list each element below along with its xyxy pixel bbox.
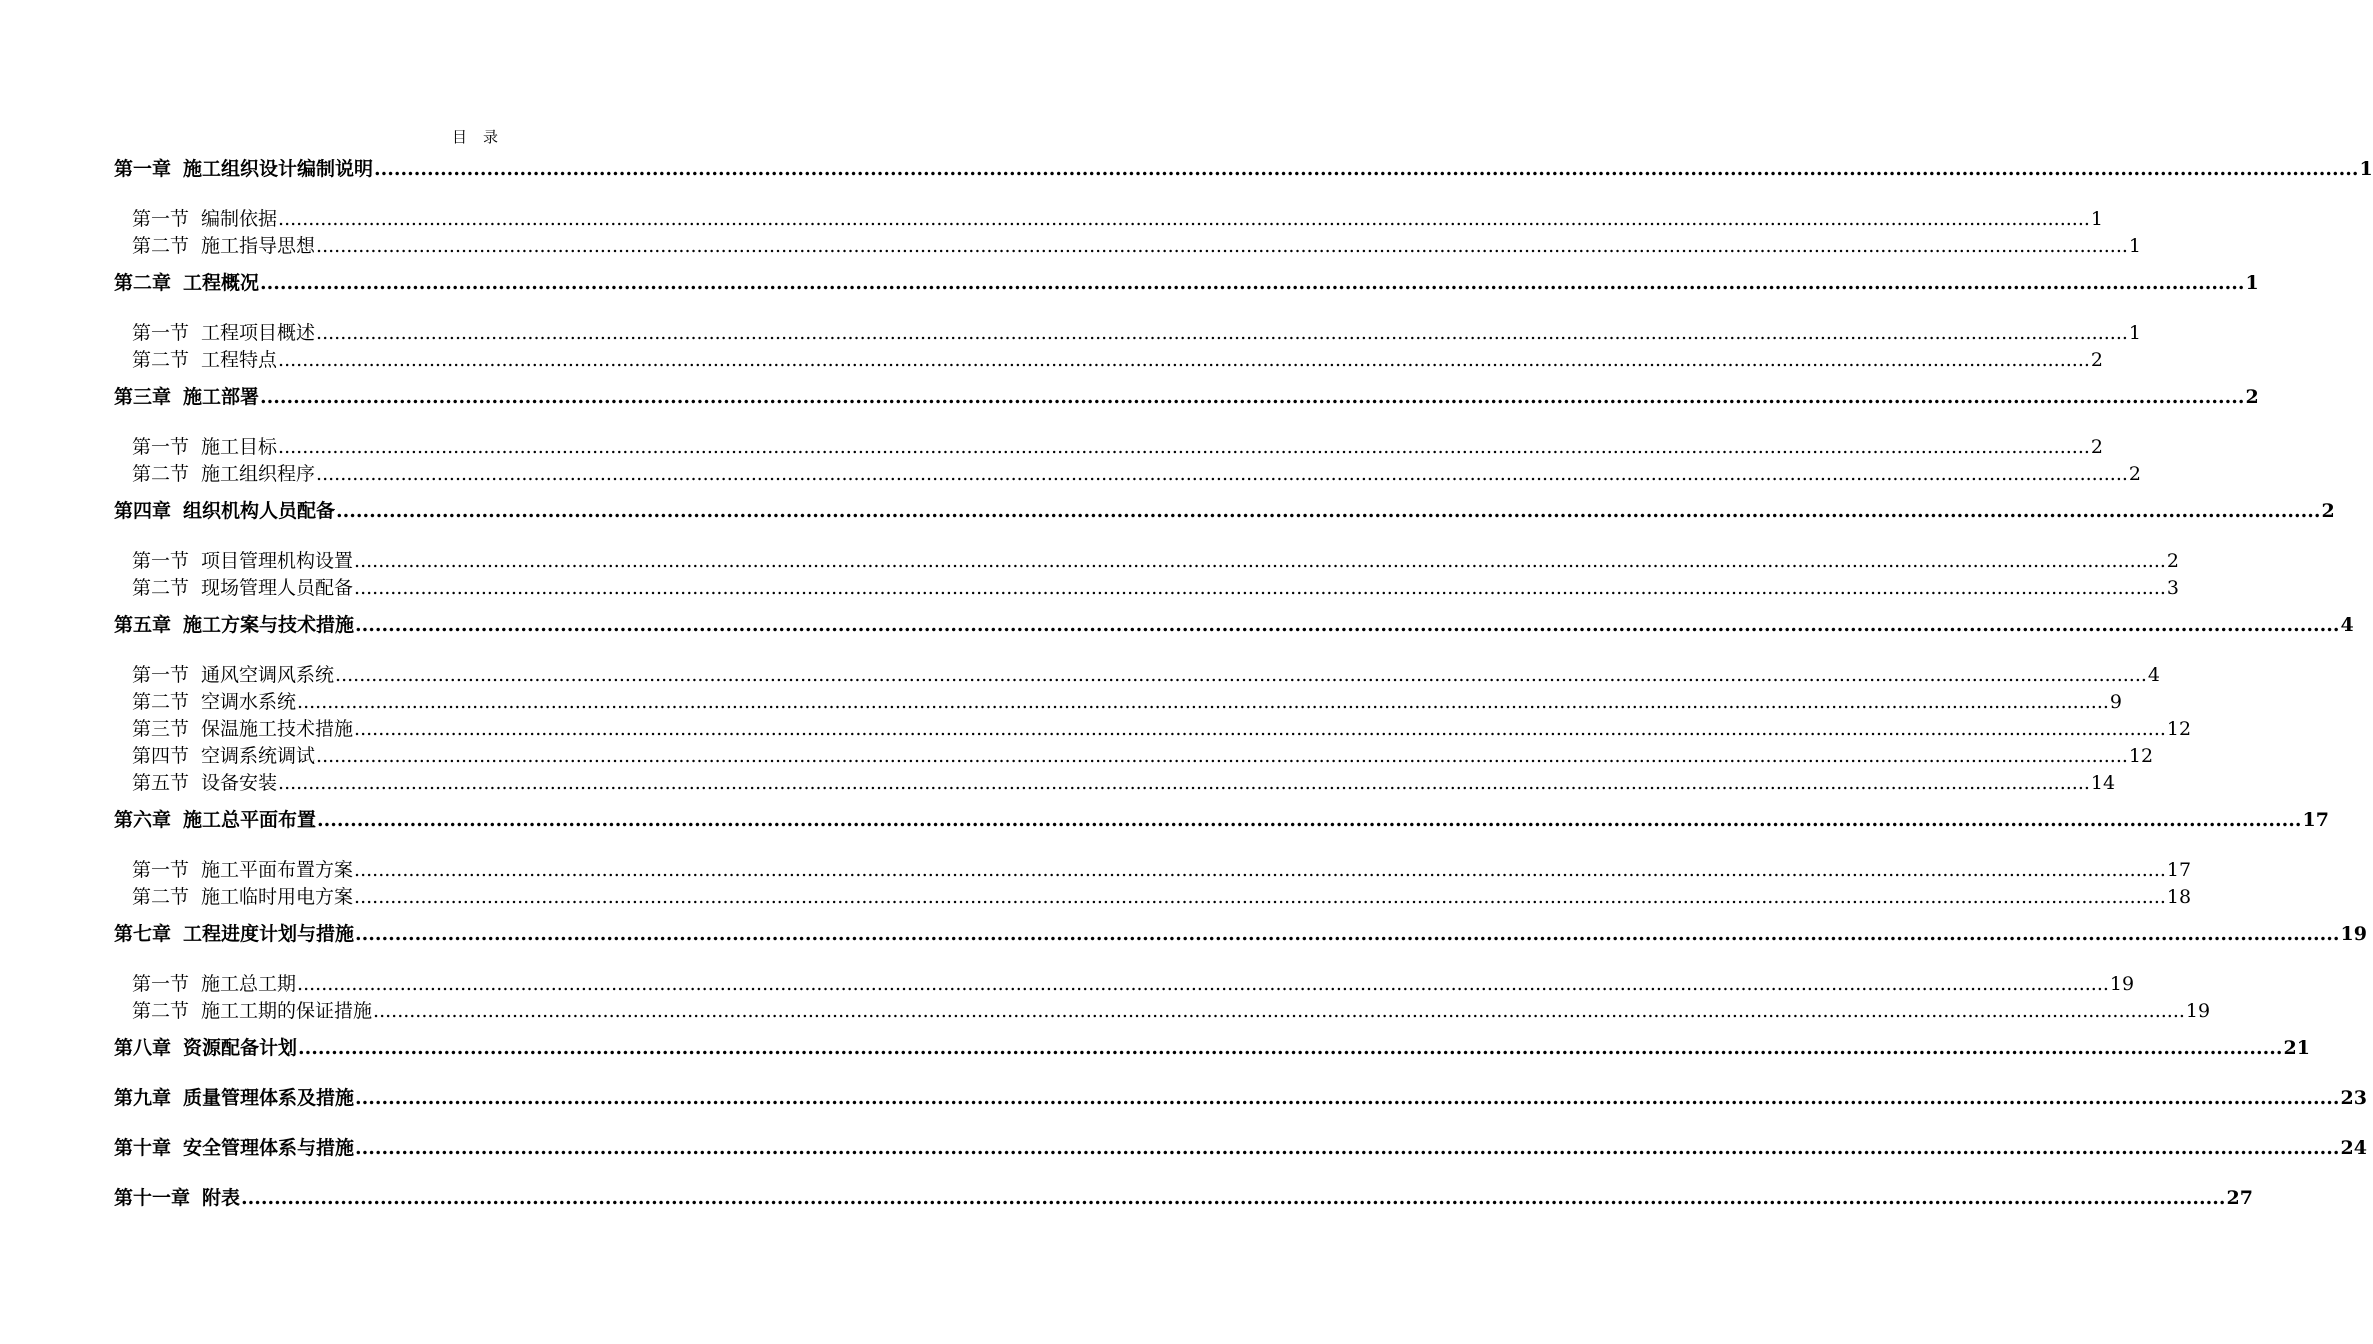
toc-entry-title: 工程特点: [201, 349, 278, 371]
toc-entry-label: [132, 465, 315, 484]
toc-section-entry[interactable]: [132, 322, 2141, 344]
toc-entry-number: 第五节: [132, 772, 190, 794]
toc-entry-number: 第三章: [114, 386, 172, 408]
toc-entry-number: 第二节: [132, 235, 190, 257]
toc-entry-label: [132, 720, 353, 739]
toc-entry-label: [132, 210, 277, 229]
toc-leader-dots: ............................................................................................................................................................................................................................................................................................................: [354, 550, 2166, 572]
toc-entry-number: 第一节: [132, 973, 190, 995]
toc-leader-dots: ............................................................................................................................................................................................................................................................................................................: [298, 1037, 2283, 1059]
toc-entry-title: 资源配备计划: [183, 1037, 298, 1059]
toc-entry-number: 第九章: [114, 1087, 172, 1109]
toc-chapter-entry[interactable]: [114, 1087, 2367, 1109]
toc-section-entry[interactable]: [132, 886, 2192, 908]
toc-entry-title: 施工部署: [183, 386, 260, 408]
toc-leader-dots: ............................................................................................................................................................................................................................................................................................................: [297, 973, 2109, 995]
toc-entry-number: 第二节: [132, 1000, 190, 1022]
toc-page-number: 2: [2245, 386, 2259, 408]
toc-entry-label: [132, 693, 296, 712]
toc-entry-label: [114, 616, 354, 635]
toc-section-entry[interactable]: [132, 973, 2135, 995]
toc-page-number: 2: [2321, 500, 2335, 522]
toc-leader-dots: ............................................................................................................................................................................................................................................................................................................: [316, 322, 2128, 344]
toc-page-number: 2: [2090, 436, 2103, 458]
toc-page-number: 19: [2340, 923, 2367, 945]
toc-entry-label: [132, 888, 353, 907]
toc-section-entry[interactable]: [132, 550, 2179, 572]
toc-page-number: 1: [2128, 235, 2141, 257]
toc-chapter-entry[interactable]: [114, 923, 2367, 945]
toc-entry-label: [132, 975, 296, 994]
toc-chapter-entry[interactable]: [114, 1187, 2253, 1209]
toc-chapter-entry[interactable]: [114, 500, 2335, 522]
toc-entry-number: 第一节: [132, 436, 190, 458]
toc-section-entry[interactable]: [132, 1000, 2211, 1022]
toc-leader-dots: ............................................................................................................................................................................................................................................................................................................: [354, 859, 2166, 881]
toc-entry-title: 工程进度计划与措施: [183, 923, 355, 945]
toc-entry-title: 施工组织程序: [201, 463, 316, 485]
toc-entry-number: 第一章: [114, 158, 172, 180]
toc-entry-label: [114, 925, 354, 944]
toc-entry-title: 空调系统调试: [201, 745, 316, 767]
toc-entry-number: 第二节: [132, 691, 190, 713]
toc-entry-label: [132, 666, 334, 685]
toc-leader-dots: ............................................................................................................................................................................................................................................................................................................: [354, 718, 2166, 740]
toc-leader-dots: ............................................................................................................................................................................................................................................................................................................: [374, 158, 2359, 180]
toc-page-number: 2: [2090, 349, 2103, 371]
toc-leader-dots: ............................................................................................................................................................................................................................................................................................................: [278, 208, 2090, 230]
toc-section-entry[interactable]: [132, 691, 2122, 713]
toc-leader-dots: ............................................................................................................................................................................................................................................................................................................: [373, 1000, 2185, 1022]
toc-section-entry[interactable]: [132, 664, 2160, 686]
toc-entry-title: 质量管理体系及措施: [183, 1087, 355, 1109]
toc-entry-label: [132, 351, 277, 370]
toc-leader-dots: ............................................................................................................................................................................................................................................................................................................: [278, 436, 2090, 458]
toc-entry-number: 第二节: [132, 577, 190, 599]
toc-leader-dots: ............................................................................................................................................................................................................................................................................................................: [278, 349, 2090, 371]
toc-entry-number: 第一节: [132, 859, 190, 881]
toc-title-char: 目: [451, 128, 467, 146]
toc-page-number: 17: [2302, 809, 2329, 831]
toc-entry-title: 附表: [202, 1187, 241, 1209]
toc-entry-title: 施工总工期: [201, 973, 297, 995]
toc-leader-dots: ............................................................................................................................................................................................................................................................................................................: [278, 772, 2090, 794]
toc-entry-label: [132, 774, 277, 793]
toc-leader-dots: ............................................................................................................................................................................................................................................................................................................: [355, 1087, 2340, 1109]
toc-page-number: 2: [2128, 463, 2141, 485]
toc-chapter-entry[interactable]: [114, 809, 2329, 831]
toc-page-number: 14: [2090, 772, 2116, 794]
toc-entry-number: 第十章: [114, 1137, 172, 1159]
toc-page-number: 17: [2166, 859, 2192, 881]
toc-leader-dots: ............................................................................................................................................................................................................................................................................................................: [355, 1137, 2340, 1159]
toc-leader-dots: ............................................................................................................................................................................................................................................................................................................: [241, 1187, 2226, 1209]
toc-page-number: 12: [2128, 745, 2154, 767]
toc-entry-label: [132, 324, 315, 343]
toc-entry-title: 施工组织设计编制说明: [183, 158, 374, 180]
toc-entry-number: 第二节: [132, 886, 190, 908]
toc-chapter-entry[interactable]: [114, 1137, 2367, 1159]
toc-page-number: 19: [2185, 1000, 2211, 1022]
toc-page-number: 21: [2283, 1037, 2310, 1059]
toc-entry-label: [132, 1002, 372, 1021]
toc-page-number: 1: [2359, 158, 2373, 180]
toc-page-number: 4: [2340, 614, 2354, 636]
toc-section-entry[interactable]: [132, 436, 2103, 458]
toc-entry-title: 工程概况: [183, 272, 260, 294]
toc-entry-number: 第一节: [132, 664, 190, 686]
toc-entry-title: 组织机构人员配备: [183, 500, 336, 522]
toc-entry-number: 第一节: [132, 322, 190, 344]
toc-section-entry[interactable]: [132, 859, 2192, 881]
toc-page-number: 3: [2166, 577, 2179, 599]
toc-entry-title: 施工平面布置方案: [201, 859, 354, 881]
toc-entry-number: 第二章: [114, 272, 172, 294]
toc-entry-label: [132, 747, 315, 766]
toc-entry-number: 第六章: [114, 809, 172, 831]
toc-entry-number: 第四节: [132, 745, 190, 767]
toc-page-number: 27: [2226, 1187, 2253, 1209]
toc-entry-number: 第三节: [132, 718, 190, 740]
toc-page-number: 2: [2166, 550, 2179, 572]
toc-entry-label: [114, 388, 259, 407]
toc-section-entry[interactable]: [132, 745, 2154, 767]
toc-entry-number: 第二节: [132, 463, 190, 485]
toc-entry-title: 设备安装: [201, 772, 278, 794]
toc-leader-dots: ............................................................................................................................................................................................................................................................................................................: [316, 463, 2128, 485]
toc-entry-label: [114, 160, 373, 179]
toc-page-number: 1: [2245, 272, 2259, 294]
toc-leader-dots: ............................................................................................................................................................................................................................................................................................................: [354, 886, 2166, 908]
toc-entry-title: 施工总平面布置: [183, 809, 317, 831]
toc-section-entry[interactable]: [132, 577, 2179, 599]
toc-section-entry[interactable]: [132, 235, 2141, 257]
toc-chapter-entry[interactable]: [114, 614, 2354, 636]
toc-page-number: 9: [2109, 691, 2122, 713]
toc-entry-label: [132, 438, 277, 457]
toc-entry-title: 施工方案与技术措施: [183, 614, 355, 636]
toc-page-number: 1: [2128, 322, 2141, 344]
toc-entry-number: 第十一章: [114, 1187, 191, 1209]
toc-page-number: 18: [2166, 886, 2192, 908]
toc-entry-label: [132, 861, 353, 880]
toc-section-entry[interactable]: [132, 718, 2192, 740]
toc-leader-dots: ............................................................................................................................................................................................................................................................................................................: [297, 691, 2109, 713]
toc-entry-label: [132, 552, 353, 571]
toc-entry-title: 编制依据: [201, 208, 278, 230]
toc-entry-label: [114, 811, 316, 830]
toc-entry-label: [132, 237, 315, 256]
toc-page-number: 1: [2090, 208, 2103, 230]
toc-entry-title: 施工指导思想: [201, 235, 316, 257]
toc-leader-dots: ............................................................................................................................................................................................................................................................................................................: [335, 664, 2147, 686]
toc-section-entry[interactable]: [132, 349, 2103, 371]
toc-entry-number: 第一节: [132, 208, 190, 230]
toc-entry-label: [114, 274, 259, 293]
toc-entry-title: 施工目标: [201, 436, 278, 458]
toc-entry-number: 第二节: [132, 349, 190, 371]
toc-entry-title: 项目管理机构设置: [201, 550, 354, 572]
toc-leader-dots: ............................................................................................................................................................................................................................................................................................................: [336, 500, 2321, 522]
toc-leader-dots: ............................................................................................................................................................................................................................................................................................................: [354, 577, 2166, 599]
toc-entry-title: 空调水系统: [201, 691, 297, 713]
toc-leader-dots: ............................................................................................................................................................................................................................................................................................................: [317, 809, 2302, 831]
toc-page-number: 12: [2166, 718, 2192, 740]
toc-entry-label: [114, 1189, 240, 1208]
toc-entry-label: [114, 1089, 354, 1108]
toc-title: [0, 126, 950, 147]
toc-chapter-entry[interactable]: [114, 1037, 2310, 1059]
toc-leader-dots: ............................................................................................................................................................................................................................................................................................................: [260, 272, 2245, 294]
toc-chapter-entry[interactable]: [114, 386, 2259, 408]
toc-entry-label: [114, 502, 335, 521]
toc-entry-title: 工程项目概述: [201, 322, 316, 344]
toc-entry-label: [132, 579, 353, 598]
toc-leader-dots: ............................................................................................................................................................................................................................................................................................................: [316, 235, 2128, 257]
toc-entry-title: 施工临时用电方案: [201, 886, 354, 908]
toc-section-entry[interactable]: [132, 208, 2103, 230]
toc-leader-dots: ............................................................................................................................................................................................................................................................................................................: [355, 614, 2340, 636]
toc-entry-label: [114, 1139, 354, 1158]
toc-entry-label: [114, 1039, 297, 1058]
toc-entry-title: 保温施工技术措施: [201, 718, 354, 740]
toc-leader-dots: ............................................................................................................................................................................................................................................................................................................: [260, 386, 2245, 408]
toc-entry-number: 第七章: [114, 923, 172, 945]
toc-entry-number: 第五章: [114, 614, 172, 636]
toc-chapter-entry[interactable]: [114, 272, 2259, 294]
toc-entry-title: 安全管理体系与措施: [183, 1137, 355, 1159]
toc-leader-dots: ............................................................................................................................................................................................................................................................................................................: [355, 923, 2340, 945]
toc-title-char: 录: [483, 128, 499, 146]
toc-section-entry[interactable]: [132, 463, 2141, 485]
toc-leader-dots: ............................................................................................................................................................................................................................................................................................................: [316, 745, 2128, 767]
toc-entry-title: 现场管理人员配备: [201, 577, 354, 599]
toc-page-number: 4: [2147, 664, 2160, 686]
toc-entry-number: 第一节: [132, 550, 190, 572]
toc-page-number: 24: [2340, 1137, 2367, 1159]
toc-entry-number: 第四章: [114, 500, 172, 522]
toc-page-number: 23: [2340, 1087, 2367, 1109]
toc-entry-number: 第八章: [114, 1037, 172, 1059]
toc-entry-title: 施工工期的保证措施: [201, 1000, 373, 1022]
toc-section-entry[interactable]: [132, 772, 2116, 794]
toc-page-number: 19: [2109, 973, 2135, 995]
toc-entry-title: 通风空调风系统: [201, 664, 335, 686]
toc-chapter-entry[interactable]: [114, 158, 2373, 180]
